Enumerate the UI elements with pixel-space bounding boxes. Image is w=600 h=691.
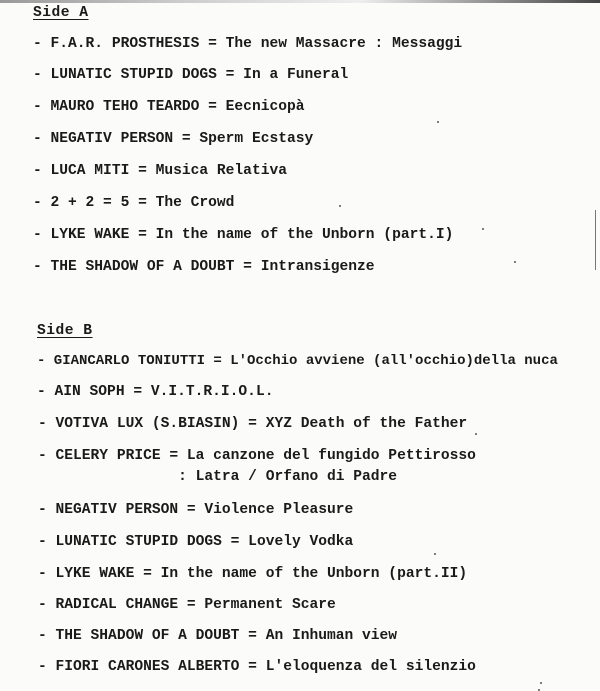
track-line: - LUNATIC STUPID DOGS = Lovely Vodka bbox=[38, 534, 354, 550]
speck bbox=[437, 121, 439, 123]
track-line: - VOTIVA LUX (S.BIASIN) = XYZ Death of the Father bbox=[38, 416, 468, 432]
speck bbox=[475, 433, 477, 435]
side-b-heading: Side B bbox=[37, 323, 93, 339]
side-a-heading: Side A bbox=[33, 5, 89, 21]
track-line: - LYKE WAKE = In the name of the Unborn (part.I) bbox=[33, 227, 454, 243]
scan-edge bbox=[0, 0, 600, 3]
scan-edge-mark bbox=[595, 210, 596, 270]
track-line: - CELERY PRICE = La canzone del fungido Pettirosso bbox=[38, 448, 476, 464]
track-line: - GIANCARLO TONIUTTI = L'Occhio avviene (all'occhio)della nuca bbox=[37, 353, 558, 369]
track-line: - LUCA MITI = Musica Relativa bbox=[33, 163, 287, 179]
speck bbox=[434, 553, 436, 555]
track-line: - THE SHADOW OF A DOUBT = Intransigenze bbox=[33, 259, 375, 275]
track-line: - F.A.R. PROSTHESIS = The new Massacre : Messaggi bbox=[33, 36, 463, 52]
speck bbox=[339, 205, 341, 207]
track-line: - 2 + 2 = 5 = The Crowd bbox=[33, 195, 235, 211]
track-line: : Latra / Orfano di Padre bbox=[38, 469, 398, 485]
track-line: - NEGATIV PERSON = Sperm Ecstasy bbox=[33, 131, 314, 147]
track-line: - FIORI CARONES ALBERTO = L'eloquenza del silenzio bbox=[38, 659, 476, 675]
track-line: - AIN SOPH = V.I.T.R.I.O.L. bbox=[37, 384, 274, 400]
speck bbox=[514, 261, 516, 263]
track-line: - LUNATIC STUPID DOGS = In a Funeral bbox=[33, 67, 349, 83]
track-line: - RADICAL CHANGE = Permanent Scare bbox=[38, 597, 336, 613]
track-line: - THE SHADOW OF A DOUBT = An Inhuman view bbox=[38, 628, 398, 644]
speck bbox=[540, 682, 542, 684]
track-line: - MAURO TEHO TEARDO = Eecnicopà bbox=[33, 99, 305, 115]
track-line: - LYKE WAKE = In the name of the Unborn (part.II) bbox=[38, 566, 468, 582]
speck bbox=[482, 228, 484, 230]
track-line: - NEGATIV PERSON = Violence Pleasure bbox=[38, 502, 354, 518]
